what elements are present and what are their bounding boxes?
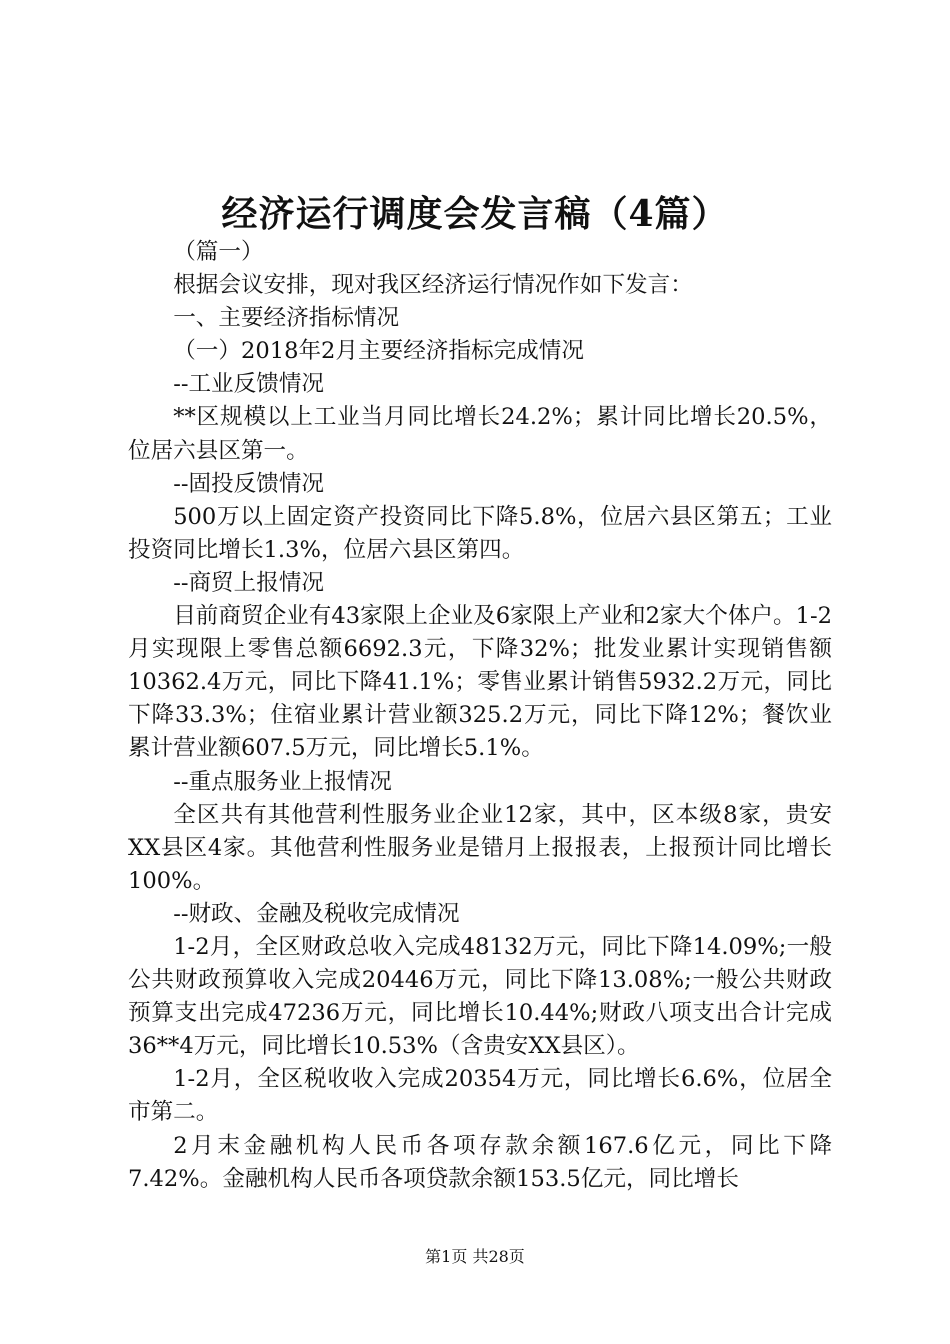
page-footer: 第1页 共28页 xyxy=(425,1247,525,1266)
document-title: 经济运行调度会发言稿（4篇） xyxy=(221,193,729,235)
paragraph: 2月末金融机构人民币各项存款余额167.6亿元，同比下降7.42%。金融机构人民币各项贷款余额153.5亿元，同比增长 xyxy=(128,1132,832,1192)
document-body xyxy=(128,236,832,1196)
paragraph: 1-2月，全区财政总收入完成48132万元，同比下降14.09%;一般公共财政预算收入完成20446万元，同比下降13.08%;一般公共财政预算支出完成47236万元，同比增长10.44%;财政八项支出合计完成36**4万元，同比增长10.53%（含贵安XX县区）。 xyxy=(128,933,832,1060)
paragraph: 根据会议安排，现对我区经济运行情况作如下发言： xyxy=(173,272,693,299)
section-heading: --商贸上报情况 xyxy=(173,569,325,596)
paragraph: （一）2018年2月主要经济指标完成情况 xyxy=(173,338,584,365)
section-heading: --重点服务业上报情况 xyxy=(173,768,392,795)
paragraph: （篇一） xyxy=(173,239,264,265)
paragraph: 500万以上固定资产投资同比下降5.8%，位居六县区第五；工业投资同比增长1.3%，位居六县区第四。 xyxy=(128,503,832,563)
paragraph: 一、主要经济指标情况 xyxy=(173,305,400,332)
paragraph: **区规模以上工业当月同比增长24.2%；累计同比增长20.5%，位居六县区第一。 xyxy=(128,404,832,464)
paragraph: 目前商贸企业有43家限上企业及6家限上产业和2家大个体户。1-2月实现限上零售总额6692.3元，下降32%；批发业累计实现销售额10362.4万元，同比下降41.1%；零售业累计销售5932.2万元，同比下降33.3%；住宿业累计营业额325.2万元，同比下降12%；餐饮业累计营业额607.5万元，同比增长5.1%。 xyxy=(128,603,832,762)
paragraph: 全区共有其他营利性服务业企业12家，其中，区本级8家，贵安XX县区4家。其他营利性服务业是错月上报报表，上报预计同比增长100%。 xyxy=(128,801,832,894)
section-heading: --财政、金融及税收完成情况 xyxy=(173,900,460,927)
section-heading: --固投反馈情况 xyxy=(173,470,325,497)
section-heading: --工业反馈情况 xyxy=(173,371,325,398)
paragraph: 1-2月，全区税收收入完成20354万元，同比增长6.6%，位居全市第二。 xyxy=(128,1066,832,1126)
